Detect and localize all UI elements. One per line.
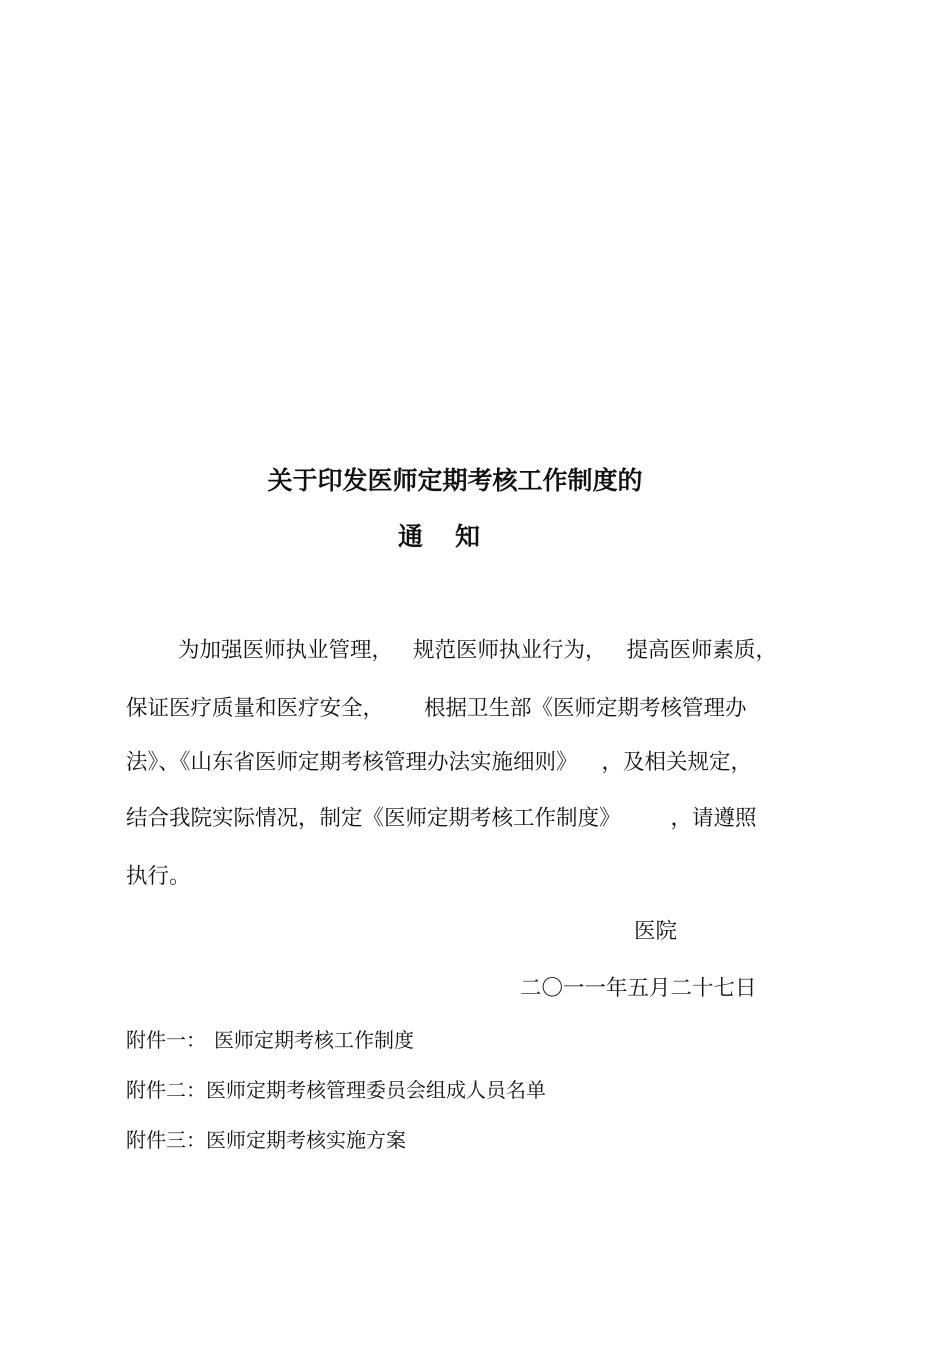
- body-phrase: ，及相关规定，: [601, 750, 753, 775]
- body-phrase: 根据卫生部《医师定期考核管理办: [424, 696, 747, 721]
- notice-title: 关于印发医师定期考核工作制度的: [267, 466, 643, 495]
- attachment-title: 医师定期考核工作制度: [214, 1028, 414, 1052]
- body-phrase: 提高医师素质，: [626, 638, 778, 663]
- issue-date: 二〇一一年五月二十七日: [520, 976, 757, 1001]
- body-line-4: [126, 808, 757, 830]
- body-phrase: 为加强医师执业管理，: [178, 638, 394, 663]
- attachment-item: [126, 1080, 546, 1100]
- body-phrase: 保证医疗质量和医疗安全，: [126, 696, 385, 721]
- attachment-title: 医师定期考核实施方案: [206, 1128, 406, 1152]
- attachment-title: 医师定期考核管理委员会组成人员名单: [206, 1078, 546, 1102]
- body-phrase: 法》、《山东省医师定期考核管理办法实施细则》: [126, 750, 578, 775]
- body-line-3: [126, 752, 752, 774]
- body-line-5: 执行。: [126, 864, 191, 889]
- body-line-2: [126, 698, 747, 720]
- attachment-item: [126, 1030, 414, 1050]
- body-phrase: ，请遵照: [670, 806, 757, 831]
- attachment-label: 附件二：: [126, 1078, 206, 1102]
- attachment-label: 附件一：: [126, 1028, 206, 1052]
- body-phrase: 结合我院实际情况，制定《医师定期考核工作制度》: [126, 806, 621, 831]
- body-phrase: 规范医师执业行为，: [413, 638, 607, 663]
- attachment-item: [126, 1130, 406, 1150]
- attachment-label: 附件三：: [126, 1128, 206, 1152]
- signature-hospital: 医院: [634, 919, 678, 944]
- body-line-1: [178, 640, 777, 662]
- notice-subtitle: 通知: [397, 522, 512, 551]
